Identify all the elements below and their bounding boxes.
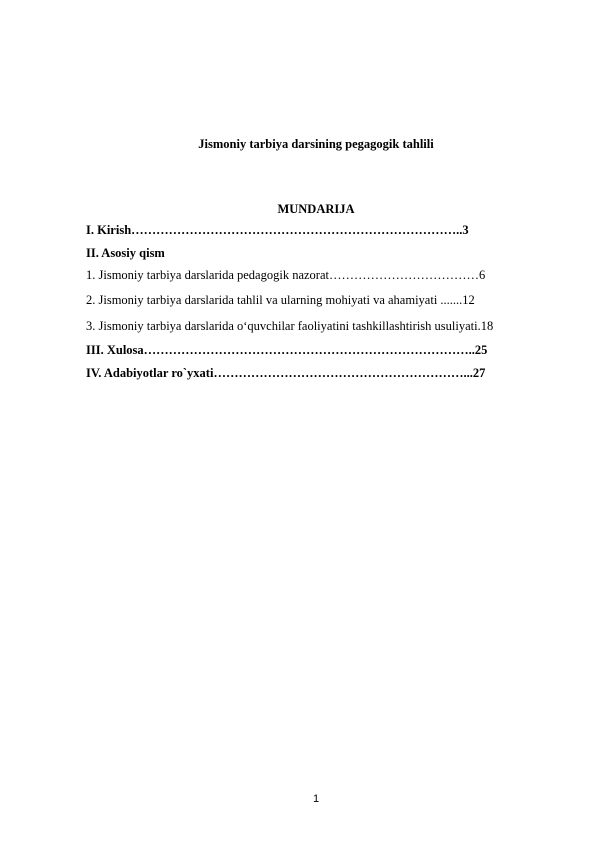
contents-heading: MUNDARIJA bbox=[277, 202, 355, 216]
toc-entry-conclusion: III. Xulosa……………………………………………………………………..25 bbox=[86, 343, 488, 357]
toc-entry-main-part: II. Asosiy qism bbox=[86, 246, 165, 260]
toc-entry-references: IV. Adabiyotlar ro`yxati……………………………………………………...27 bbox=[86, 366, 486, 380]
document-title: Jismoniy tarbiya darsining pegagogik tahlili bbox=[198, 137, 434, 151]
toc-entry-section-1: 1. Jismoniy tarbiya darslarida pedagogik nazorat………………………………6 bbox=[86, 268, 486, 282]
toc-entry-introduction: I. Kirish……………………………………………………………………..3 bbox=[86, 223, 469, 237]
toc-entry-section-3: 3. Jismoniy tarbiya darslarida o‘quvchilar faoliyatini tashkillashtirish usuliyati.18 bbox=[86, 319, 494, 333]
toc-entry-section-2: 2. Jismoniy tarbiya darslarida tahlil va ularning mohiyati va ahamiyati .......12 bbox=[86, 293, 475, 307]
page-number: 1 bbox=[312, 793, 320, 805]
